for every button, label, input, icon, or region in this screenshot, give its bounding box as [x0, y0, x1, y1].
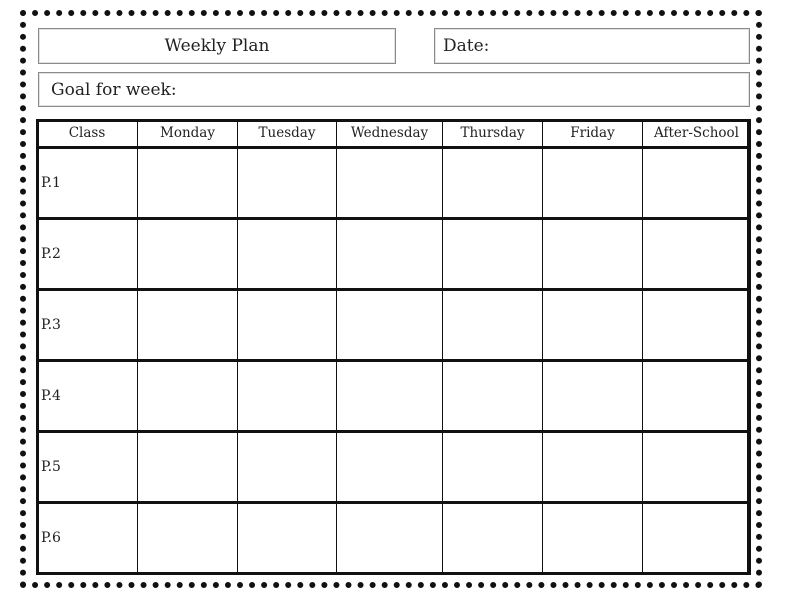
- column-header-wednesday: Wednesday: [337, 120, 443, 148]
- table-cell[interactable]: [543, 503, 643, 574]
- date-field[interactable]: [434, 28, 750, 64]
- header-row: [37, 120, 751, 148]
- column-header-friday: Friday: [543, 120, 643, 148]
- table-cell[interactable]: [443, 148, 543, 219]
- table-row: [37, 432, 751, 503]
- table-cell[interactable]: [543, 361, 643, 432]
- page-title: Weekly Plan: [164, 36, 270, 56]
- row-label: P.5: [37, 432, 138, 503]
- table-cell[interactable]: [238, 503, 337, 574]
- column-header-thursday: Thursday: [443, 120, 543, 148]
- table-cell[interactable]: [138, 432, 238, 503]
- table-cell[interactable]: [337, 361, 443, 432]
- table-cell[interactable]: [238, 361, 337, 432]
- weekly-schedule-grid: [36, 119, 750, 575]
- table-row: [37, 219, 751, 290]
- date-label: Date:: [443, 36, 490, 56]
- table-cell[interactable]: [238, 148, 337, 219]
- table-cell[interactable]: [138, 361, 238, 432]
- table-cell[interactable]: [443, 361, 543, 432]
- table-cell[interactable]: [643, 432, 751, 503]
- table-cell[interactable]: [543, 290, 643, 361]
- row-label: P.3: [37, 290, 138, 361]
- table-cell[interactable]: [138, 148, 238, 219]
- table-cell[interactable]: [337, 148, 443, 219]
- column-header-monday: Monday: [138, 120, 238, 148]
- table-cell[interactable]: [443, 290, 543, 361]
- table-cell[interactable]: [643, 148, 751, 219]
- table-cell[interactable]: [337, 432, 443, 503]
- row-label: P.4: [37, 361, 138, 432]
- table-cell[interactable]: [138, 219, 238, 290]
- table-cell[interactable]: [337, 219, 443, 290]
- table-cell[interactable]: [443, 219, 543, 290]
- table-cell[interactable]: [543, 148, 643, 219]
- column-header-class: Class: [37, 120, 138, 148]
- goal-field[interactable]: [38, 72, 750, 107]
- row-label: P.1: [37, 148, 138, 219]
- table-row: [37, 290, 751, 361]
- table-cell[interactable]: [643, 290, 751, 361]
- table-cell[interactable]: [238, 219, 337, 290]
- table-row: [37, 148, 751, 219]
- table-cell[interactable]: [443, 503, 543, 574]
- table-cell[interactable]: [543, 219, 643, 290]
- title-box: [38, 28, 396, 64]
- column-header-after-school: After-School: [643, 120, 751, 148]
- row-label: P.6: [37, 503, 138, 574]
- table-cell[interactable]: [337, 503, 443, 574]
- table-row: [37, 361, 751, 432]
- column-header-tuesday: Tuesday: [238, 120, 337, 148]
- goal-label: Goal for week:: [51, 80, 177, 100]
- table-cell[interactable]: [543, 432, 643, 503]
- table-row: [37, 503, 751, 574]
- table-cell[interactable]: [138, 503, 238, 574]
- table-cell[interactable]: [138, 290, 238, 361]
- row-label: P.2: [37, 219, 138, 290]
- table-cell[interactable]: [337, 290, 443, 361]
- table-cell[interactable]: [238, 432, 337, 503]
- table-cell[interactable]: [643, 361, 751, 432]
- table-cell[interactable]: [443, 432, 543, 503]
- table-cell[interactable]: [643, 503, 751, 574]
- table-cell[interactable]: [238, 290, 337, 361]
- table-cell[interactable]: [643, 219, 751, 290]
